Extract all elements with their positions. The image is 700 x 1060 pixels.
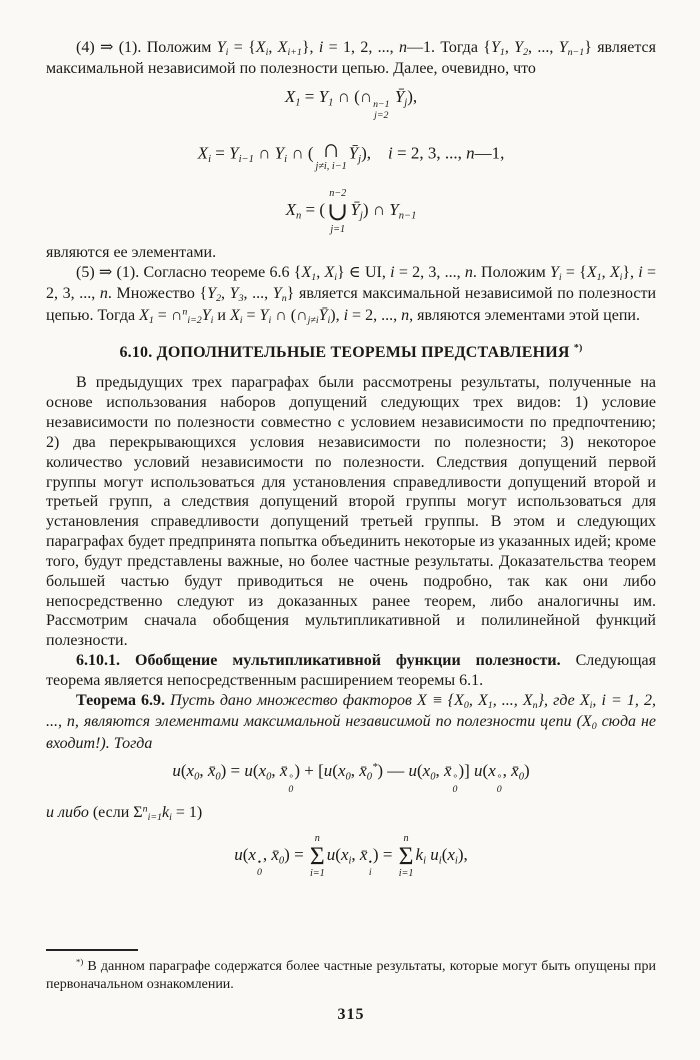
equation-utility-decomposition: u(x0, x̄0) = u(x0, x̄ ° 0 ) + [u(x0, x̄0*) — u(x0, x̄ ° 0 )] u(x ° 0 , x̄0) xyxy=(172,761,530,795)
section-heading-text: 6.10. ДОПОЛНИТЕЛЬНЫЕ ТЕОРЕМЫ ПРЕДСТАВЛЕНИЯ xyxy=(119,344,570,362)
equation-additive-utility: u(x • 0 , x̄0) = n Σ i=1 u(xi, x̄ • i ) = n Σ i=1 ki ui(xi), xyxy=(234,832,468,879)
footnote-marker: *) xyxy=(76,955,84,966)
section-heading xyxy=(46,343,656,362)
page-number: 315 xyxy=(337,1006,365,1023)
footnote xyxy=(46,949,656,994)
proof-paragraph-4-implies-1: (4) ⇒ (1). Положим Yi = {Xi, Xi+1}, i = 1, 2, ..., n—1. Тогда {Y1, Y2, ..., Yn−1} является максимальной независимой по полезности цепью. Далее, очевидно, что xyxy=(46,39,656,78)
subsection-text: Следующая теорема является непосредственным расширением теоремы 6.1. xyxy=(46,652,656,689)
footnote-divider xyxy=(46,949,138,951)
subsection-heading: 6.10.1. Обобщение мультипликативной функции полезности. xyxy=(76,652,561,670)
equation-xn: Xn = ( n−2 ∪ j=1 Ȳj) ∩ Yn−1 xyxy=(285,188,417,235)
theorem-label: Теорема 6.9. xyxy=(76,691,166,709)
theorem-paragraph xyxy=(46,691,656,754)
footnote-paragraph xyxy=(46,955,657,994)
footnote-text: В данном параграфе содержатся более частные результаты, которые могут быть опущены при первоначальном ознакомлении. xyxy=(46,958,657,992)
equation-x1: X1 = Y1 ∩ (∩ n−1 j=2 Ȳj), xyxy=(284,87,418,121)
subsection-paragraph xyxy=(46,651,656,691)
condition-line: и либо (если $\Sigma^ni=1ki = 1$) xyxy=(46,803,203,824)
section-footnote-marker: *) xyxy=(573,342,583,354)
theorem-statement: Пусть дано множество факторов X ≡ {X0, X1, ..., Xn}, где Xi, i = 1, 2, ..., n, являются элементами максимальной независимой по полезности цепи (X0 сюда не входит!). Тогда xyxy=(46,691,657,752)
proof-paragraph-5-implies-1: (5) ⇒ (1). Согласно теореме 6.6 {X1, Xi} ∈ UI, i = 2, 3, ..., n. Положим Yi = {X1, Xi}, i = 2, 3, ..., n. Множество {Y2, Y3, ..., Yn} является максимальной независимой по полезности цепью. Тогда X1 = ∩$^n$i=2Yi и Xi = Yi ∩ (∩j≠iȲi), i = 2, ..., n, являются элементами этой цепи. xyxy=(46,263,657,326)
equation-xi: Xi = Yi−1 ∩ Yi ∩ ( ∩ j≠i, i−1 Ȳj), i = 2, 3, ..., n—1, xyxy=(197,133,505,173)
proof-continuation-line: являются ее элементами. xyxy=(46,244,217,261)
intro-paragraph: В предыдущих трех параграфах были рассмотрены результаты, полученные на основе использования наборов допущений следующих трех видов: 1) условие независимости по полезности совместно с условием независимости по предпочтению; 2) два перекрывающихся условия независимости по полезности; 3) некоторое количество условий независимости по полезности. Следствия допущений первой группы могут использоваться для установления справедливости допущений второй и третьей групп, а следствия допущений второй группы могут использоваться для установления справедливости допущений третьей группы. В этом и следующих параграфах будет предпринята попытка объединить некоторые из указанных идей; кроме того, будут представлены важные, но более частные результаты. Доказательства теорем большей частью будут приводиться не очень подробно, так как они либо непосредственно следуют из доказанных ранее теорем, либо аналогичны им. Рассмотрим сначала обобщения мультипликативной и полилинейной функций полезности. xyxy=(46,374,656,650)
